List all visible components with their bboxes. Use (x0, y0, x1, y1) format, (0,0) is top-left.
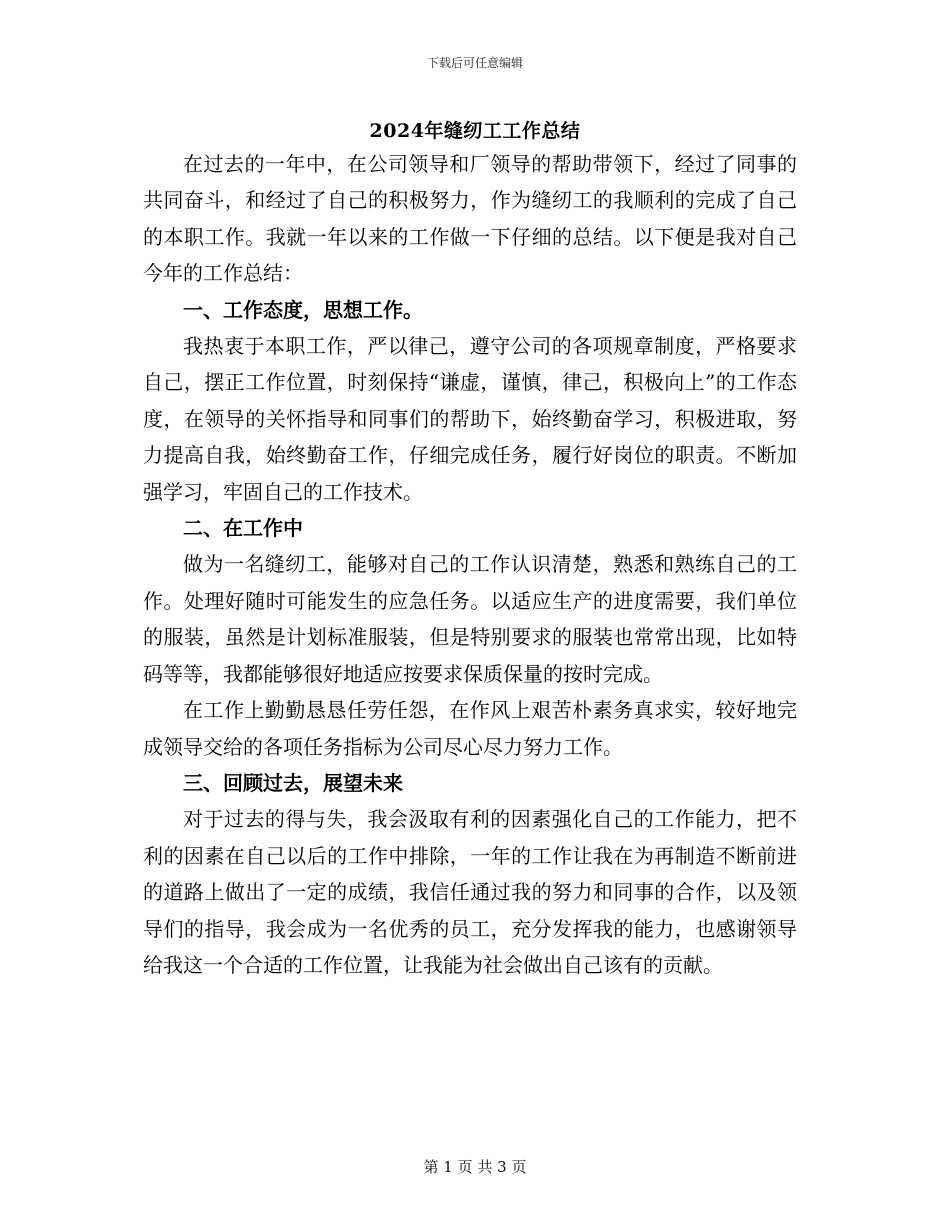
section-2-paragraph-2: 在工作上勤勤恳恳任劳任怨，在作风上艰苦朴素务真求实，较好地完成领导交给的各项任务指标为公司尽心尽力努力工作。 (143, 698, 797, 759)
intro-paragraph: 在过去的一年中，在公司领导和厂领导的帮助带领下，经过了同事的共同奋斗，和经过了自己的积极努力，作为缝纫工的我顺利的完成了自己的本职工作。我就一年以来的工作做一下仔细的总结。以下便是我对自己今年的工作总结： (143, 152, 797, 286)
header-note: 下载后可任意编辑 (426, 56, 523, 70)
document-title: 2024年缝纫工工作总结 (369, 120, 581, 142)
section-heading-3: 三、回顾过去，展望未来 (183, 770, 403, 795)
section-heading-2: 二、在工作中 (183, 516, 303, 541)
section-3-paragraph: 对于过去的得与失，我会汲取有利的因素强化自己的工作能力，把不利的因素在自己以后的工作中排除，一年的工作让我在为再制造不断前进的道路上做出了一定的成绩，我信任通过我的努力和同事的合作，以及领导们的指导，我会成为一名优秀的员工，充分发挥我的能力，也感谢领导给我这一个合适的工作位置，让我能为社会做出自己该有的贡献。 (143, 807, 797, 977)
page-footer: 第 1 页 共 3 页 (423, 1158, 527, 1176)
section-2-paragraph-1: 做为一名缝纫工，能够对自己的工作认识清楚，熟悉和熟练自己的工作。处理好随时可能发生的应急任务。以适应生产的进度需要，我们单位的服装，虽然是计划标准服装，但是特别要求的服装也常常出现，比如特码等等，我都能够很好地适应按要求保质保量的按时完成。 (143, 552, 797, 686)
section-1-paragraph: 我热衷于本职工作，严以律己，遵守公司的各项规章制度，严格要求自己，摆正工作位置，时刻保持“谦虚，谨慎，律己，积极向上”的工作态度，在领导的关怀指导和同事们的帮助下，始终勤奋学习，积极进取，努力提高自我，始终勤奋工作，仔细完成任务，履行好岗位的职责。不断加强学习，牢固自己的工作技术。 (143, 334, 797, 504)
section-heading-1: 一、工作态度，思想工作。 (183, 297, 423, 322)
document-body (143, 146, 797, 983)
